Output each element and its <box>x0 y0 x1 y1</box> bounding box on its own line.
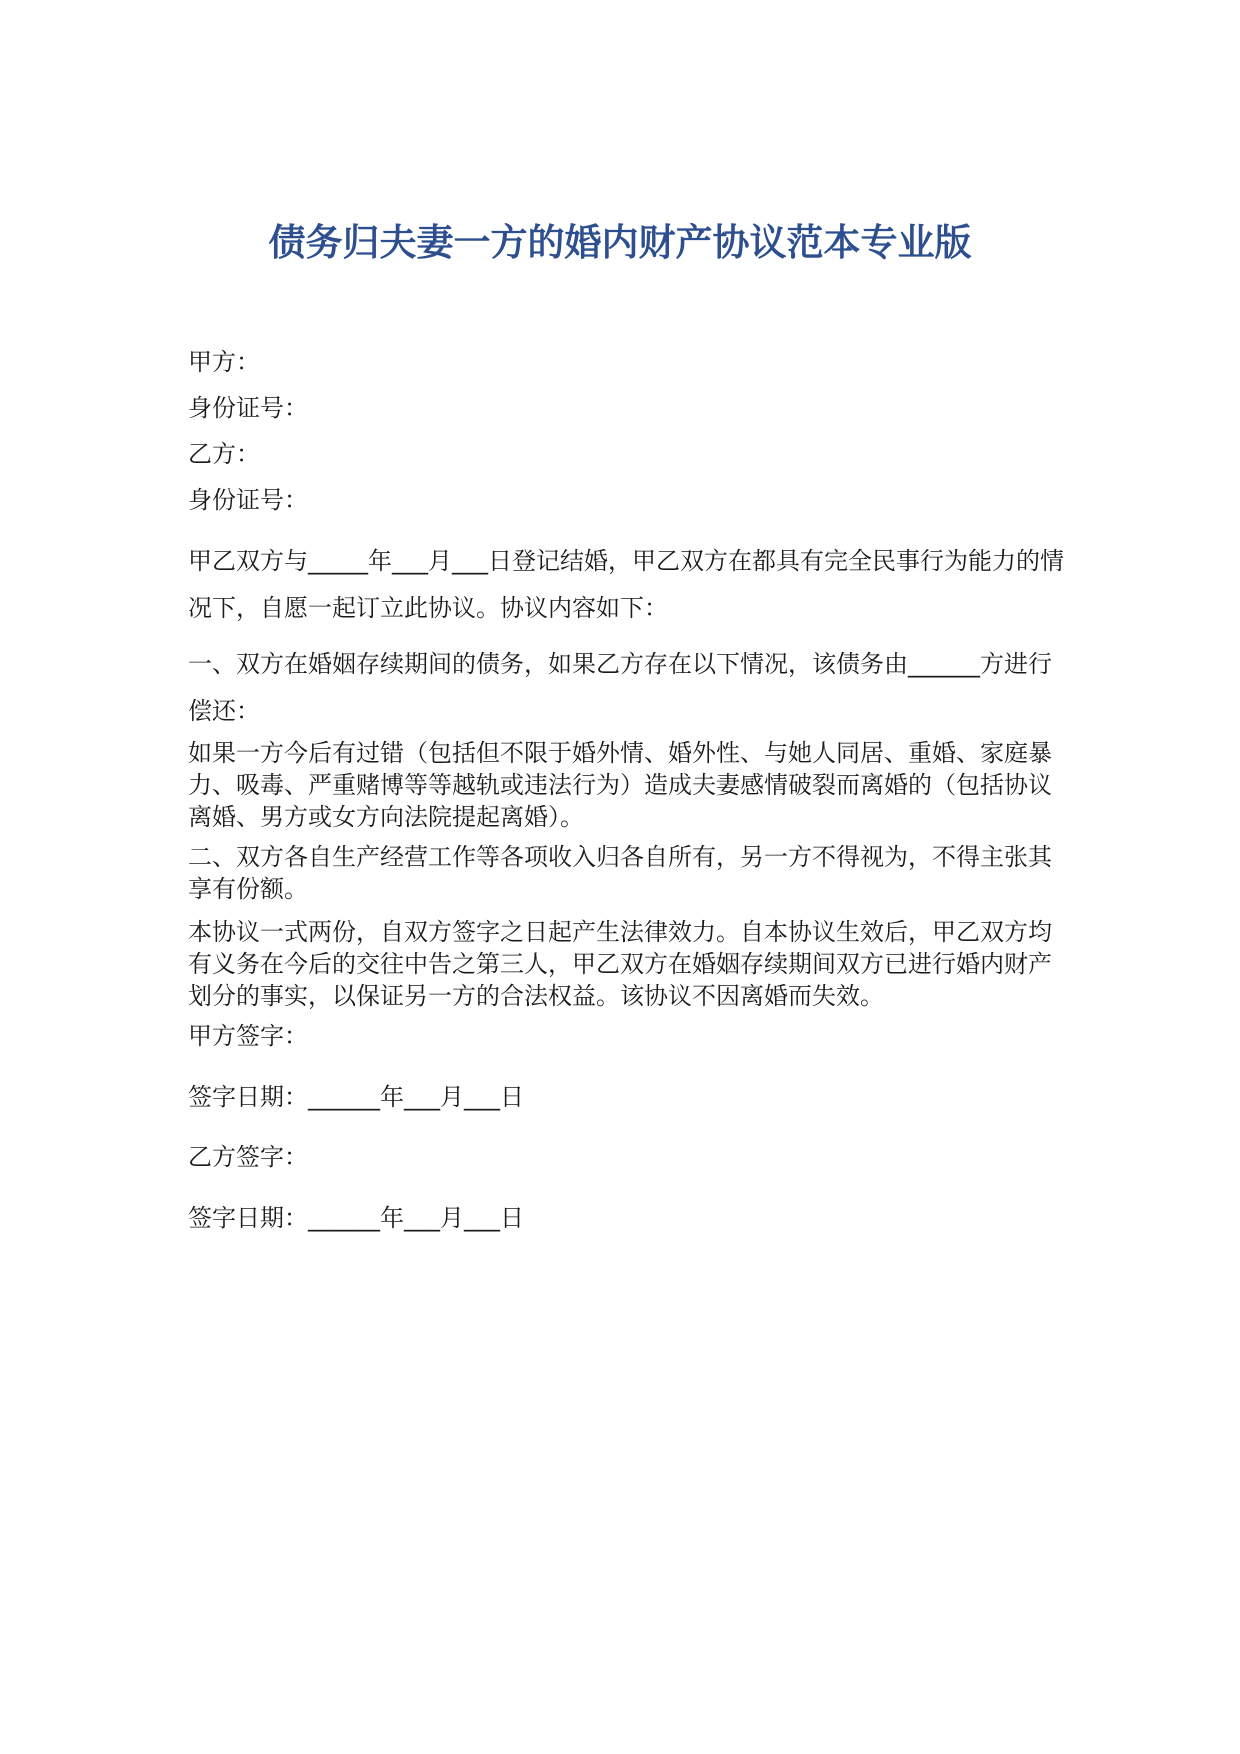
document-title: 债务归夫妻一方的婚内财产协议范本专业版 <box>268 221 972 264</box>
intro-paragraph: 甲乙双方与_____年___月___日登记结婚，甲乙双方在都具有完全民事行为能力的情况下，自愿一起订立此协议。协议内容如下： <box>188 547 1064 622</box>
clause-1-detail-paragraph: 如果一方今后有过错（包括但不限于婚外情、婚外性、与她人同居、重婚、家庭暴力、吸毒、严重赌博等等越轨或违法行为）造成夫妻感情破裂而离婚的（包括协议离婚、男方或女方向法院提起离婚）。 <box>188 739 1052 831</box>
party-a-label: 甲方： <box>188 348 260 376</box>
party-a-id-label: 身份证号： <box>188 394 308 422</box>
party-b-label: 乙方： <box>188 440 260 468</box>
party-a-signature-label: 甲方签字： <box>188 1022 308 1050</box>
clause-2-paragraph: 二、双方各自生产经营工作等各项收入归各自所有，另一方不得视为，不得主张其享有份额。 <box>188 843 1052 903</box>
party-b-sign-date: 签字日期：______年___月___日 <box>188 1204 524 1232</box>
effect-paragraph: 本协议一式两份，自双方签字之日起产生法律效力。自本协议生效后，甲乙双方均有义务在今后的交往中告之第三人，甲乙双方在婚姻存续期间双方已进行婚内财产划分的事实，以保证另一方的合法权益。该协议不因离婚而失效。 <box>188 918 1052 1010</box>
party-b-id-label: 身份证号： <box>188 486 308 514</box>
party-b-signature-label: 乙方签字： <box>188 1143 308 1171</box>
party-a-sign-date: 签字日期：______年___月___日 <box>188 1083 524 1111</box>
clause-1-paragraph: 一、双方在婚姻存续期间的债务，如果乙方存在以下情况，该债务由______方进行偿还： <box>188 650 1052 725</box>
